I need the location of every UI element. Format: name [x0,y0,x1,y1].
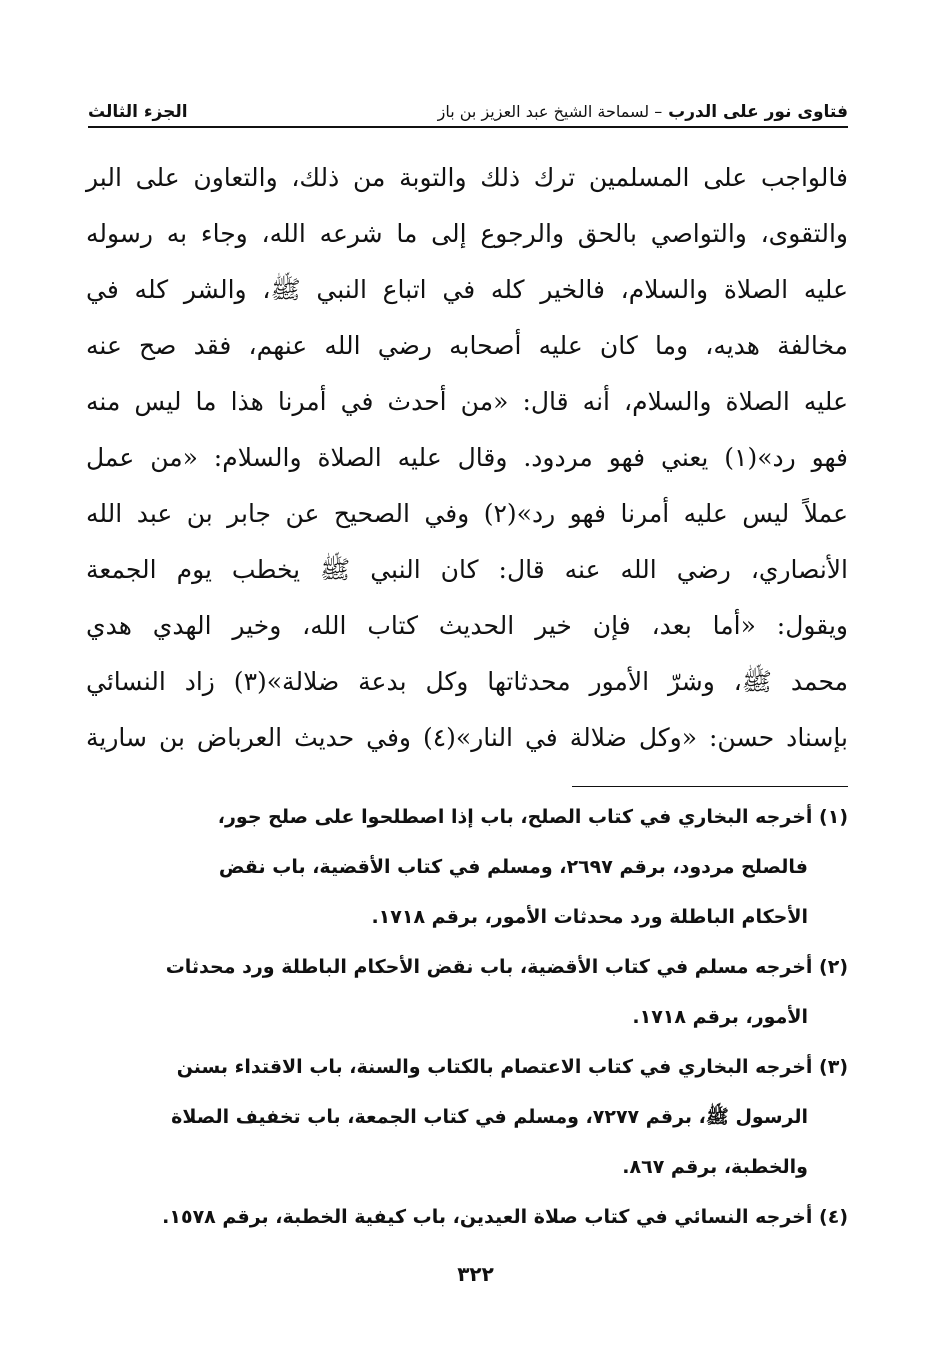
text-line: والتقوى، والتواصي بالحق والرجوع إلى ما شرعه الله، وجاء به رسوله [86,219,848,248]
footnote-line: والخطبة، برقم ٨٦٧. [622,1156,808,1178]
footnote-line: (١) أخرجه البخاري في كتاب الصلح، باب إذا اصطلحوا على صلح جور، [217,806,848,828]
volume-label: الجزء الثالث [88,102,188,122]
text-line: محمد ﷺ، وشرّ الأمور محدثاتها وكل بدعة ضلالة»(٣) زاد النسائي [86,667,849,696]
footnote-1 [86,792,848,942]
footnote-line: (٢) أخرجه مسلم في كتاب الأقضية، باب نقض الأحكام الباطلة ورد محدثات [165,956,848,978]
text-line: ويقول: «أما بعد، فإن خير الحديث كتاب الله، وخير الهدي هدي [86,611,848,640]
running-header [88,92,848,128]
book-title-main: فتاوى نور على الدرب [668,102,848,122]
footnote-3 [86,1042,848,1192]
footnotes [86,792,848,1242]
footnote-4 [86,1192,848,1242]
footnote-line: الرسول ﷺ، برقم ٧٢٧٧، ومسلم في كتاب الجمعة، باب تخفيف الصلاة [171,1106,808,1128]
footnote-separator [572,786,848,787]
text-line: عملاً ليس عليه أمرنا فهو رد»(٢) وفي الصحيح عن جابر بن عبد الله [86,499,849,528]
footnote-line: (٤) أخرجه النسائي في كتاب صلاة العيدين، باب كيفية الخطبة، برقم ١٥٧٨. [162,1206,848,1228]
footnote-line: فالصلح مردود، برقم ٢٦٩٧، ومسلم في كتاب الأقضية، باب نقض [218,856,808,878]
text-line: عليه الصلاة والسلام، أنه قال: «من أحدث في أمرنا هذا ما ليس منه [86,387,848,416]
page-number: ٣٢٢ [457,1262,494,1286]
text-line: مخالفة هديه، وما كان عليه أصحابه رضي الله عنهم، فقد صح عنه [86,331,848,360]
main-text [86,150,848,766]
text-line: فهو رد»(١) يعني فهو مردود. وقال عليه الصلاة والسلام: «من عمل [86,443,849,472]
footnote-line: الأحكام الباطلة ورد محدثات الأمور، برقم ١٧١٨. [371,906,808,928]
text-line: بإسناد حسن: «وكل ضلالة في النار»(٤) وفي حديث العرباض بن سارية [86,723,848,752]
book-title-author: – لسماحة الشيخ عبد العزيز بن باز [437,102,663,121]
book-title [438,102,848,122]
text-line: عليه الصلاة والسلام، فالخير كله في اتباع النبي ﷺ، والشر كله في [86,275,848,304]
footnote-2 [86,942,848,1042]
text-line: الأنصاري، رضي الله عنه قال: كان النبي ﷺ يخطب يوم الجمعة [86,555,848,584]
text-line: فالواجب على المسلمين ترك ذلك والتوبة من ذلك، والتعاون على البر [86,163,848,192]
footnote-line: الأمور، برقم ١٧١٨. [632,1006,808,1028]
footnote-line: (٣) أخرجه البخاري في كتاب الاعتصام بالكتاب والسنة، باب الاقتداء بسنن [176,1056,848,1078]
